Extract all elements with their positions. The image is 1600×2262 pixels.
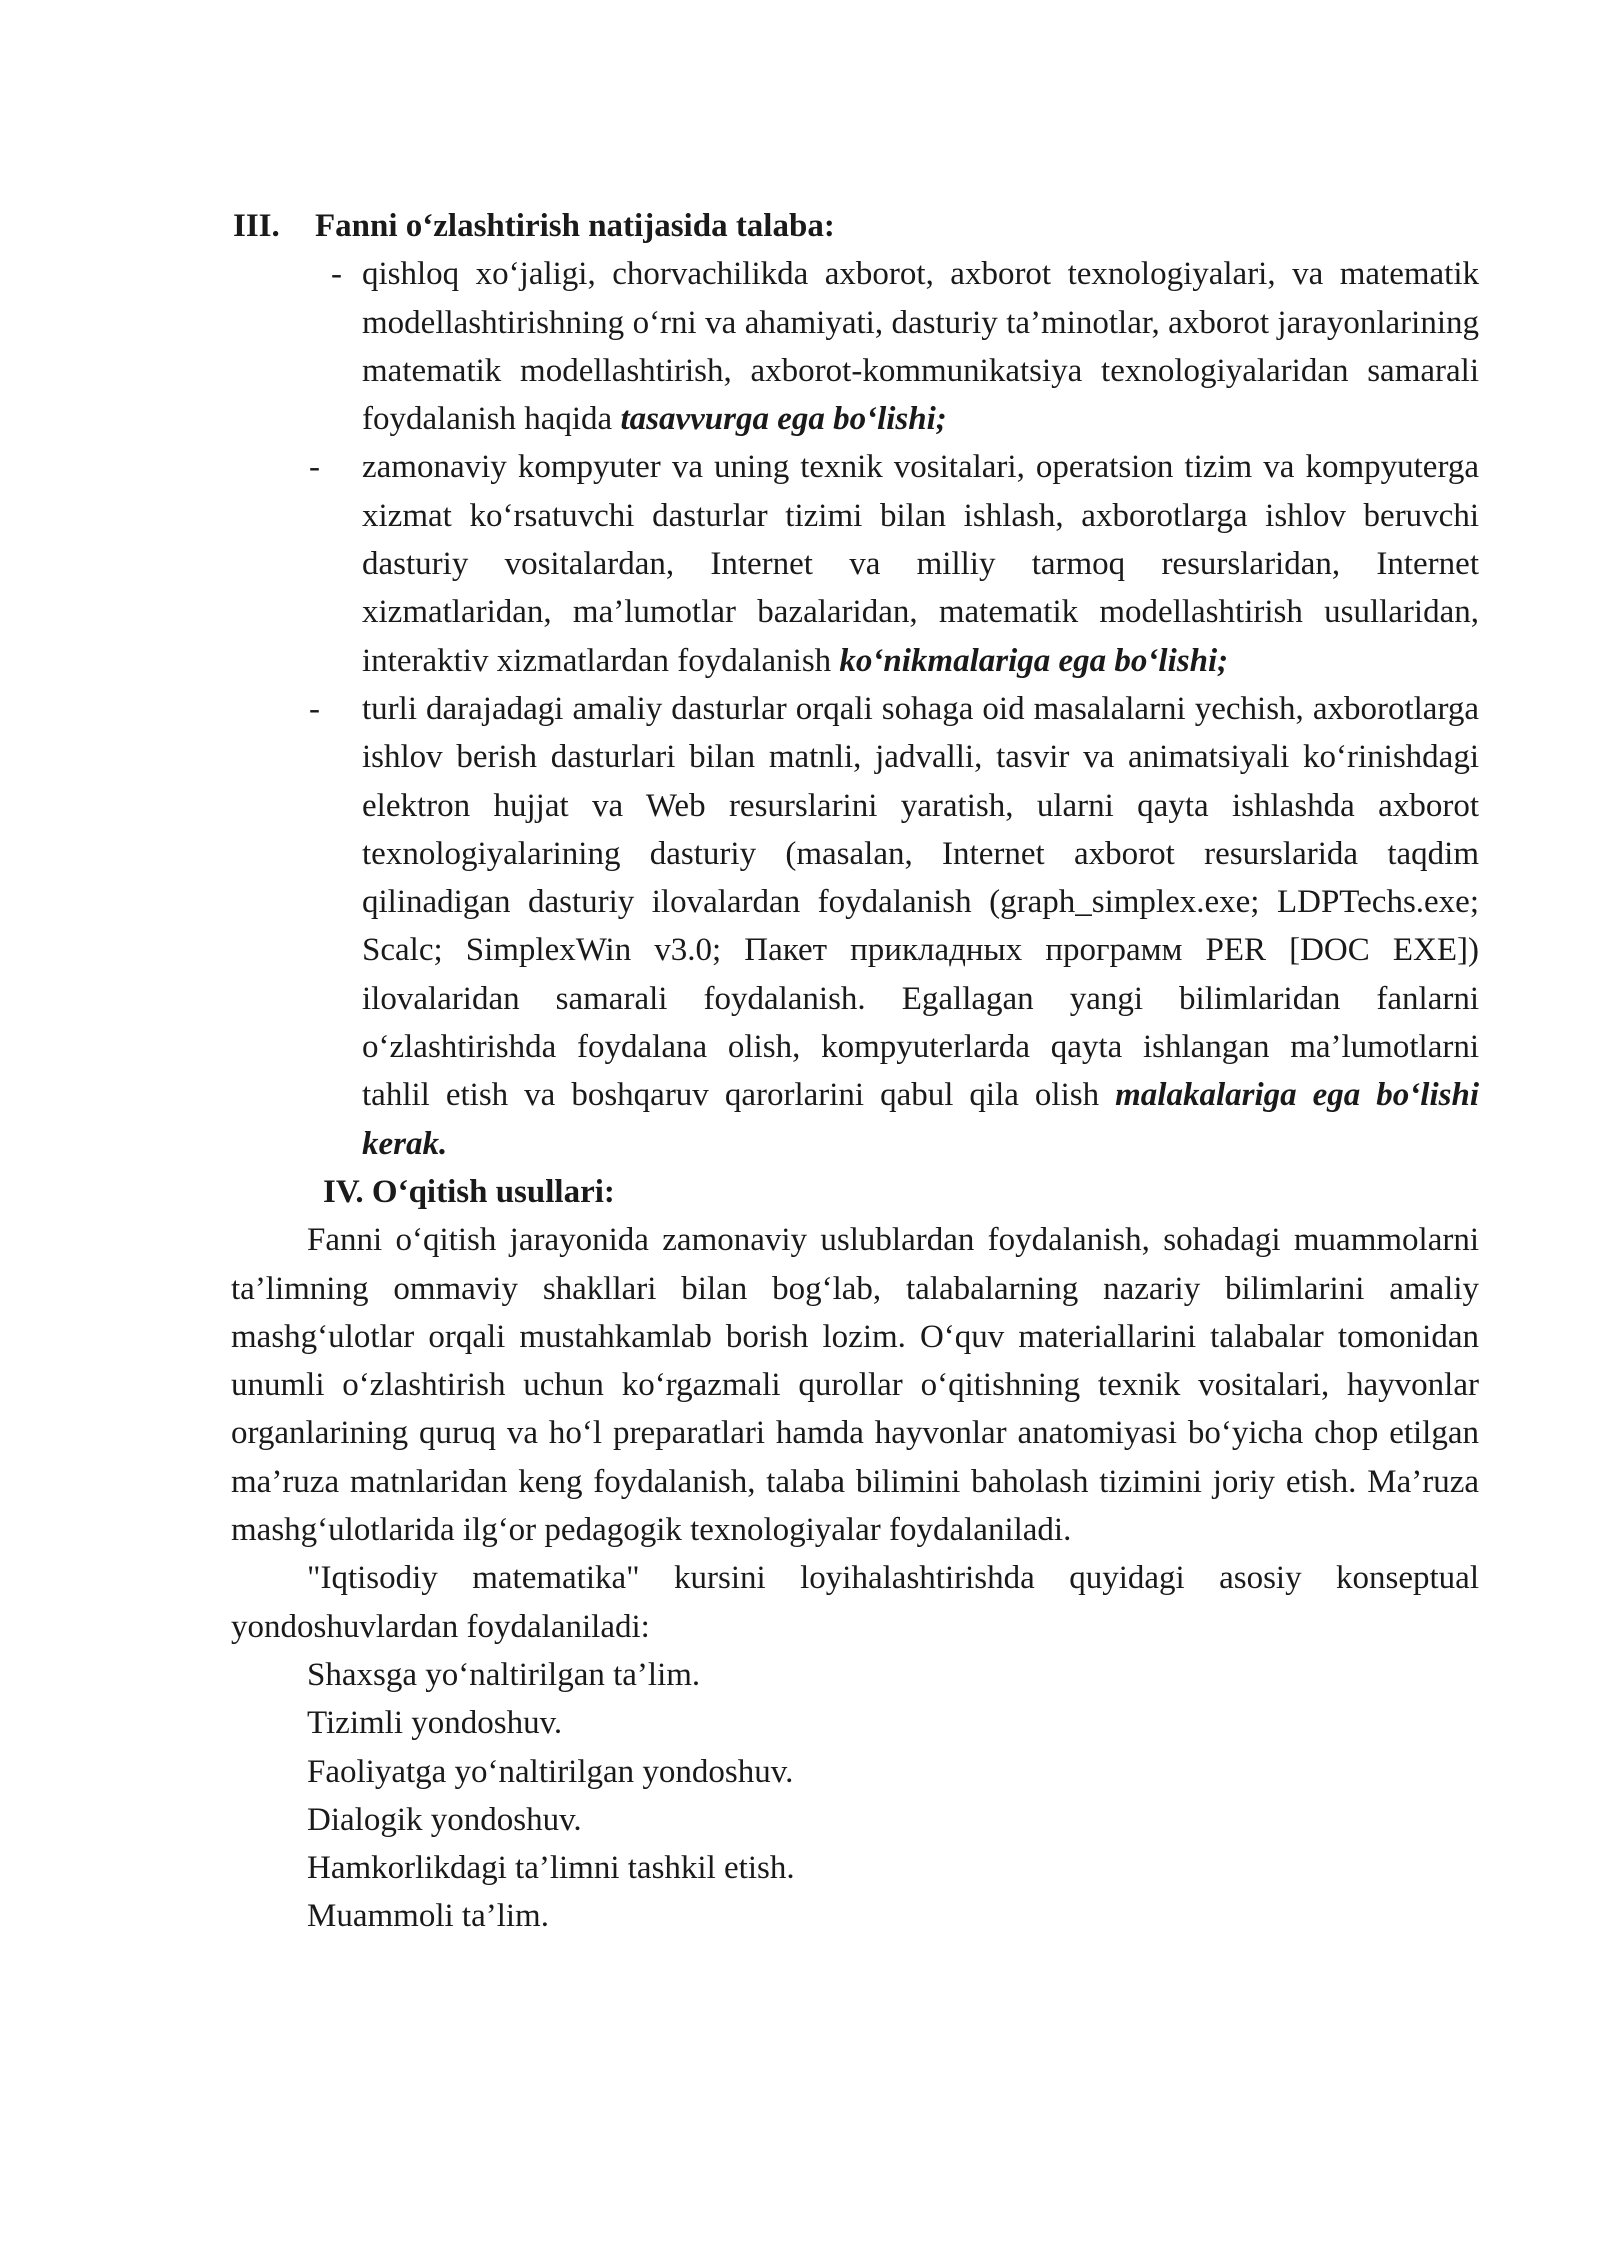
list-item — [231, 250, 1479, 443]
list-item — [231, 685, 1479, 1168]
dash-bullet: - — [309, 690, 320, 727]
list-item-text: qishloq xo‘jaligi, chorvachilikda axborot, axborot texnologiyalari, va matematik modellashtirishning o‘rni va ahamiyati, dasturiy ta’minotlar, axborot jarayonlarining matematik modellashtirish, axborot-kommunikatsiya texnologiyalaridan samarali foydalanish haqida — [362, 256, 1479, 438]
outcomes-list — [231, 250, 1479, 1168]
document-page — [231, 202, 1479, 1941]
dash-bullet: - — [309, 449, 320, 486]
list-item: Faoliyatga yo‘naltirilgan yondoshuv. — [307, 1753, 794, 1790]
list-item: Hamkorlikdagi ta’limni tashkil etish. — [307, 1850, 795, 1887]
list-item-text: zamonaviy kompyuter va uning texnik vositalari, operatsion tizim va kompyuterga xizmat ko‘rsatuvchi dasturlar tizimi bilan ishlash, axborotlarga ishlov beruvchi dasturiy vositalardan, Internet va milliy tarmoq resurslaridan, Internet xizmatlaridan, ma’lumotlar bazalaridan, matematik modellashtirish usullaridan, interaktiv xizmatlardan foydalanish — [362, 449, 1479, 679]
list-item — [231, 443, 1479, 684]
list-item-text: turli darajadagi amaliy dasturlar orqali sohaga oid masalalarni yechish, axborotlarga ishlov berish dasturlari bilan matnli, jadvalli, tasvir va animatsiyali ko‘rinishdagi elektron hujjat va Web resurslarini yaratish, ularni qayta ishlashda axborot texnologiyalarining dasturiy (masalan, Internet axborot resurslarida taqdim qilinadigan dasturiy ilovalardan foydalanish (graph_simplex.exe; LDPTechs.exe; Scalc; SimplexWin v3.0; Пакет прикладных программ PER [DOC EXE]) ilovalaridan samarali foydalanish. Egallagan yangi bilimlaridan fanlarni o‘zlashtirishda foydalana olish, kompyuterlarda qayta ishlangan ma’lumotlarni tahlil etish va boshqaruv qarorlarini qabul qila olish — [362, 690, 1479, 1114]
dash-bullet: - — [331, 256, 342, 293]
list-item: Shaxsga yo‘naltirilgan ta’lim. — [307, 1656, 701, 1693]
approaches-list — [231, 1651, 1479, 1941]
list-item-emphasis: ko‘nikmalariga ega bo‘lishi; — [839, 642, 1229, 679]
list-item: Dialogik yondoshuv. — [307, 1801, 582, 1838]
list-item: Muammoli ta’lim. — [307, 1898, 549, 1935]
section-number: III. — [233, 208, 280, 244]
list-item-emphasis: tasavvurga ega bo‘lishi; — [620, 401, 947, 438]
body-paragraph: Fanni o‘qitish jarayonida zamonaviy uslublardan foydalanish, sohadagi muammolarni ta’limning ommaviy shakllari bilan bog‘lab, talabalarning nazariy bilimlarini amaliy mashg‘ulotlar orqali mustahkamlab borish lozim. O‘quv materiallarini talabalar tomonidan unumli o‘zlashtirish uchun ko‘rgazmali qurollar o‘qitishning texnik vositalari, hayvonlar organlarining quruq va ho‘l preparatlari hamda hayvonlar anatomiyasi bo‘yicha chop etilgan ma’ruza matnlaridan keng foydalanish, talaba bilimini baholash tizimini joriy etish. Ma’ruza mashg‘ulotlarida ilg‘or pedagogik texnologiyalar foydalaniladi. — [231, 1222, 1479, 1549]
body-paragraph: "Iqtisodiy matematika" kursini loyihalashtirishda quyidagi asosiy konseptual yondoshuvlardan foydalaniladi: — [231, 1560, 1479, 1645]
list-item-emphasis: malakalariga ega bo‘lishi kerak. — [362, 1077, 1479, 1162]
list-item: Tizimli yondoshuv. — [307, 1705, 563, 1742]
section-heading-methods: IV. O‘qitish usullari: — [323, 1173, 615, 1210]
section-heading-outcomes — [231, 202, 1479, 250]
section-title: Fanni o‘zlashtirish natijasida talaba: — [315, 208, 835, 244]
